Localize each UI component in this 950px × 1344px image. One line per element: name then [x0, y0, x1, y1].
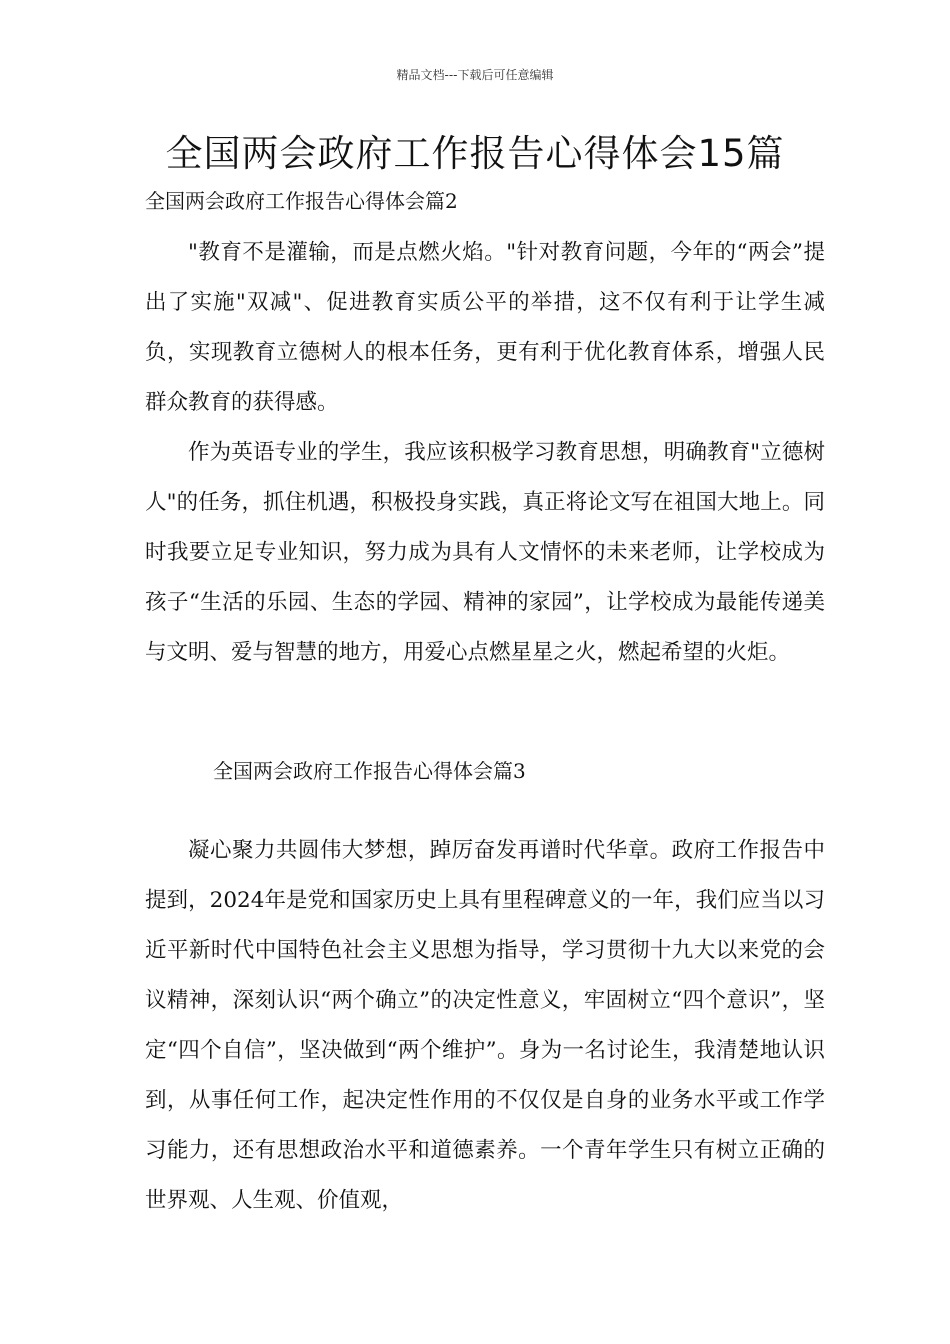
- section-2-paragraph-1: "教育不是灌输，而是点燃火焰。"针对教育问题，今年的“两会”提出了实施"双减"、促进教育实质公平的举措，这不仅有利于让学生减负，实现教育立德树人的根本任务，更有利于优化教育体系，增强人民群众教育的获得感。: [145, 240, 825, 415]
- section-3-paragraph-1: 凝心聚力共圆伟大梦想，踔厉奋发再谱时代华章。政府工作报告中提到，2024年是党和国家历史上具有里程碑意义的一年，我们应当以习近平新时代中国特色社会主义思想为指导，学习贯彻十九大以来党的会议精神，深刻认识“两个确立”的决定性意义，牢固树立“四个意识”，坚定“四个自信”，坚决做到“两个维护”。身为一名讨论生，我清楚地认识到，从事任何工作，起决定性作用的不仅仅是自身的业务水平或工作学习能力，还有思想政治水平和道德素养。一个青年学生只有树立正确的世界观、人生观、价值观，: [145, 838, 825, 1213]
- page-header: 精品文档---下载后可任意编辑: [396, 68, 554, 82]
- document-title: 全国两会政府工作报告心得体会15篇: [165, 132, 785, 175]
- section-2-paragraph-2: 作为英语专业的学生，我应该积极学习教育思想，明确教育"立德树人"的任务，抓住机遇，积极投身实践，真正将论文写在祖国大地上。同时我要立足专业知识，努力成为具有人文情怀的未来老师，让学校成为孩子“生活的乐园、生态的学园、精神的家园”，让学校成为最能传递美与文明、爱与智慧的地方，用爱心点燃星星之火，燃起希望的火炬。: [145, 440, 825, 665]
- section-heading-3: 全国两会政府工作报告心得体会篇3: [213, 759, 526, 783]
- section-heading-2: 全国两会政府工作报告心得体会篇2: [145, 189, 458, 213]
